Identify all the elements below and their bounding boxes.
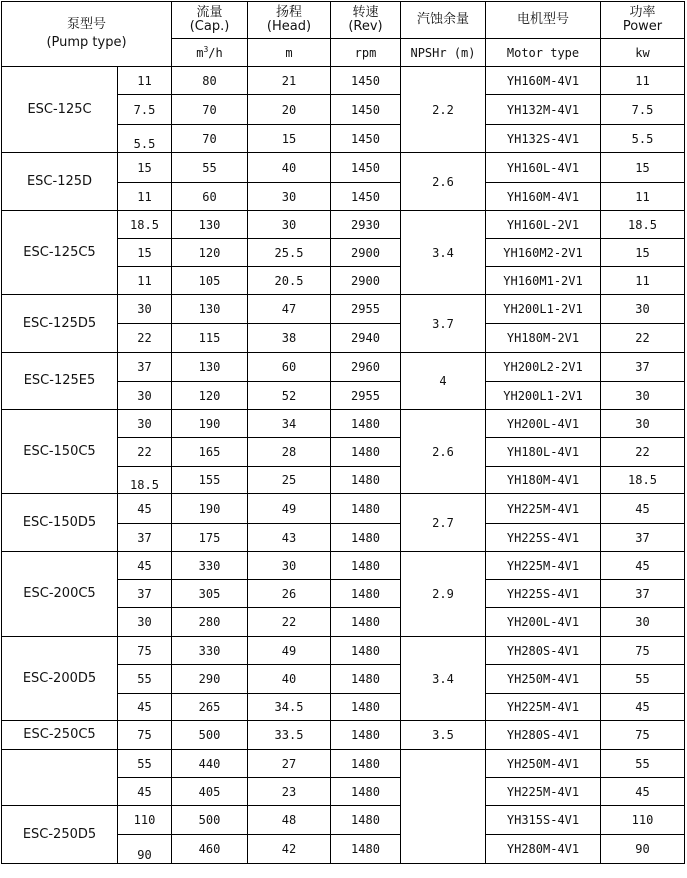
power-cell: 11 [601, 267, 685, 295]
table-row [2, 806, 685, 835]
motor-type-cell: YH280S-4V1 [486, 721, 601, 750]
power-cell: 37 [601, 580, 685, 608]
power-option-cell: 75 [118, 721, 172, 750]
capacity-cell: 80 [172, 67, 248, 95]
pump-model-cell: ESC-150D5 [2, 494, 118, 552]
head-cell: 20 [248, 95, 331, 125]
head-cell: 33.5 [248, 721, 331, 750]
capacity-cell: 280 [172, 608, 248, 637]
capacity-cell: 130 [172, 353, 248, 382]
pump-spec-table [1, 1, 685, 864]
power-cell: 37 [601, 524, 685, 552]
table-row [2, 211, 685, 239]
power-option-cell: 37 [118, 524, 172, 552]
pump-model-cell: ESC-200D5 [2, 637, 118, 721]
power-option-cell: 37 [118, 353, 172, 382]
capacity-cell: 460 [172, 835, 248, 864]
motor-type-cell: YH200L1-2V1 [486, 295, 601, 324]
power-option-cell: 55 [118, 665, 172, 694]
power-option-cell: 18.5 [118, 467, 172, 494]
head-cell: 30 [248, 552, 331, 580]
power-option-cell: 110 [118, 806, 172, 835]
motor-type-cell: YH315S-4V1 [486, 806, 601, 835]
npsh-cell: 3.4 [401, 637, 486, 721]
capacity-cell: 105 [172, 267, 248, 295]
head-cell: 30 [248, 183, 331, 211]
motor-type-cell: YH200L-4V1 [486, 410, 601, 438]
rev-cell: 2960 [331, 353, 401, 382]
rev-cell: 1480 [331, 438, 401, 467]
head-cell: 27 [248, 750, 331, 778]
motor-type-cell: YH160M1-2V1 [486, 267, 601, 295]
unit-npsh: NPSHr (m) [401, 39, 486, 67]
motor-type-cell: YH200L1-2V1 [486, 382, 601, 410]
unit-cap-sup: 3 [203, 44, 209, 54]
motor-type-cell: YH180M-2V1 [486, 324, 601, 353]
pump-model-cell: ESC-200C5 [2, 552, 118, 637]
header-power-cn: 功率 [629, 5, 656, 20]
header-cap-cn: 流量 [196, 5, 223, 20]
header-npsh [401, 2, 486, 39]
head-cell: 34 [248, 410, 331, 438]
capacity-cell: 165 [172, 438, 248, 467]
head-cell: 38 [248, 324, 331, 353]
pump-model-cell: ESC-125E5 [2, 353, 118, 410]
capacity-cell: 440 [172, 750, 248, 778]
table-row [2, 750, 685, 778]
head-cell: 26 [248, 580, 331, 608]
unit-cap [172, 39, 248, 67]
head-cell: 15 [248, 125, 331, 153]
npsh-cell [401, 750, 486, 864]
motor-type-cell: YH225M-4V1 [486, 694, 601, 721]
table-row [2, 721, 685, 750]
capacity-cell: 120 [172, 382, 248, 410]
head-cell: 34.5 [248, 694, 331, 721]
rev-cell: 1450 [331, 67, 401, 95]
motor-type-cell: YH225M-4V1 [486, 552, 601, 580]
capacity-cell: 330 [172, 552, 248, 580]
head-cell: 49 [248, 494, 331, 524]
npsh-cell: 3.5 [401, 721, 486, 750]
motor-type-cell: YH180L-4V1 [486, 438, 601, 467]
table-row [2, 353, 685, 382]
header-row [2, 2, 685, 39]
power-cell: 110 [601, 806, 685, 835]
motor-type-cell: YH250M-4V1 [486, 750, 601, 778]
capacity-cell: 70 [172, 125, 248, 153]
header-motor-cn: 电机型号 [516, 12, 569, 27]
power-option-cell: 11 [118, 183, 172, 211]
head-cell: 30 [248, 211, 331, 239]
power-cell: 18.5 [601, 211, 685, 239]
motor-type-cell: YH160M-4V1 [486, 67, 601, 95]
head-cell: 25.5 [248, 239, 331, 267]
header-power-en: Power [622, 19, 663, 34]
npsh-cell: 3.4 [401, 211, 486, 295]
motor-type-cell: YH225M-4V1 [486, 778, 601, 806]
header-rev-cn: 转速 [352, 5, 379, 20]
power-option-cell: 22 [118, 438, 172, 467]
capacity-cell: 70 [172, 95, 248, 125]
power-option-cell: 22 [118, 324, 172, 353]
motor-type-cell: YH160M-4V1 [486, 183, 601, 211]
power-option-cell: 37 [118, 580, 172, 608]
header-cap [172, 2, 248, 39]
table-row [2, 153, 685, 183]
capacity-cell: 60 [172, 183, 248, 211]
npsh-cell: 4 [401, 353, 486, 410]
rev-cell: 1480 [331, 524, 401, 552]
npsh-cell: 2.9 [401, 552, 486, 637]
motor-type-cell: YH250M-4V1 [486, 665, 601, 694]
rev-cell: 1480 [331, 580, 401, 608]
power-option-cell: 11 [118, 67, 172, 95]
power-option-cell: 30 [118, 382, 172, 410]
unit-head: m [248, 39, 331, 67]
table-row [2, 552, 685, 580]
header-pump-type [2, 2, 172, 67]
head-cell: 20.5 [248, 267, 331, 295]
npsh-cell: 2.6 [401, 153, 486, 211]
capacity-cell: 155 [172, 467, 248, 494]
power-option-cell: 30 [118, 608, 172, 637]
capacity-cell: 405 [172, 778, 248, 806]
power-cell: 22 [601, 438, 685, 467]
head-cell: 49 [248, 637, 331, 665]
head-cell: 25 [248, 467, 331, 494]
header-head-cn: 扬程 [275, 5, 302, 20]
motor-type-cell: YH280M-4V1 [486, 835, 601, 864]
rev-cell: 2900 [331, 267, 401, 295]
capacity-cell: 190 [172, 494, 248, 524]
power-cell: 55 [601, 750, 685, 778]
header-rev-en: (Rev) [348, 19, 383, 34]
header-cap-en: (Cap.) [189, 19, 230, 34]
table-row [2, 494, 685, 524]
rev-cell: 1450 [331, 153, 401, 183]
rev-cell: 2955 [331, 295, 401, 324]
pump-model-cell: ESC-250D5 [2, 806, 118, 864]
motor-type-cell: YH225S-4V1 [486, 580, 601, 608]
unit-power: kw [601, 39, 685, 67]
power-cell: 15 [601, 239, 685, 267]
head-cell: 21 [248, 67, 331, 95]
rev-cell: 1480 [331, 665, 401, 694]
head-cell: 40 [248, 665, 331, 694]
head-cell: 52 [248, 382, 331, 410]
header-power [601, 2, 685, 39]
power-cell: 15 [601, 153, 685, 183]
pump-model-cell: ESC-125C [2, 67, 118, 153]
power-option-cell: 15 [118, 239, 172, 267]
header-pump-type-en: (Pump type) [46, 35, 127, 50]
motor-type-cell: YH160L-2V1 [486, 211, 601, 239]
power-option-cell: 90 [118, 835, 172, 864]
head-cell: 23 [248, 778, 331, 806]
capacity-cell: 130 [172, 211, 248, 239]
power-option-cell: 11 [118, 267, 172, 295]
pump-model-cell: ESC-125C5 [2, 211, 118, 295]
capacity-cell: 500 [172, 721, 248, 750]
power-option-cell: 15 [118, 153, 172, 183]
rev-cell: 1480 [331, 552, 401, 580]
header-npsh-cn: 汽蚀余量 [416, 12, 469, 27]
capacity-cell: 130 [172, 295, 248, 324]
pump-model-cell [2, 750, 118, 806]
rev-cell: 1480 [331, 608, 401, 637]
head-cell: 42 [248, 835, 331, 864]
power-option-cell: 7.5 [118, 95, 172, 125]
rev-cell: 2930 [331, 211, 401, 239]
power-option-cell: 5.5 [118, 125, 172, 153]
power-cell: 45 [601, 552, 685, 580]
motor-type-cell: YH225S-4V1 [486, 524, 601, 552]
power-cell: 75 [601, 637, 685, 665]
rev-cell: 1480 [331, 694, 401, 721]
capacity-cell: 265 [172, 694, 248, 721]
npsh-cell: 2.2 [401, 67, 486, 153]
power-option-cell: 75 [118, 637, 172, 665]
power-cell: 22 [601, 324, 685, 353]
power-cell: 30 [601, 608, 685, 637]
capacity-cell: 190 [172, 410, 248, 438]
head-cell: 40 [248, 153, 331, 183]
head-cell: 22 [248, 608, 331, 637]
power-option-cell: 45 [118, 494, 172, 524]
rev-cell: 1480 [331, 750, 401, 778]
power-option-cell: 45 [118, 552, 172, 580]
capacity-cell: 120 [172, 239, 248, 267]
capacity-cell: 305 [172, 580, 248, 608]
motor-type-cell: YH132S-4V1 [486, 125, 601, 153]
power-cell: 18.5 [601, 467, 685, 494]
power-cell: 37 [601, 353, 685, 382]
capacity-cell: 115 [172, 324, 248, 353]
motor-type-cell: YH225M-4V1 [486, 494, 601, 524]
power-cell: 45 [601, 778, 685, 806]
head-cell: 43 [248, 524, 331, 552]
header-head-en: (Head) [266, 19, 312, 34]
rev-cell: 1450 [331, 125, 401, 153]
motor-type-cell: YH132M-4V1 [486, 95, 601, 125]
power-cell: 11 [601, 183, 685, 211]
power-cell: 30 [601, 410, 685, 438]
head-cell: 28 [248, 438, 331, 467]
motor-type-cell: YH180M-4V1 [486, 467, 601, 494]
capacity-cell: 290 [172, 665, 248, 694]
power-option-cell: 30 [118, 410, 172, 438]
power-option-cell: 30 [118, 295, 172, 324]
motor-type-cell: YH200L-4V1 [486, 608, 601, 637]
power-cell: 11 [601, 67, 685, 95]
header-motor [486, 2, 601, 39]
table-row [2, 67, 685, 95]
npsh-cell: 2.7 [401, 494, 486, 552]
capacity-cell: 330 [172, 637, 248, 665]
capacity-cell: 500 [172, 806, 248, 835]
head-cell: 48 [248, 806, 331, 835]
npsh-cell: 2.6 [401, 410, 486, 494]
motor-type-cell: YH200L2-2V1 [486, 353, 601, 382]
power-cell: 7.5 [601, 95, 685, 125]
power-cell: 55 [601, 665, 685, 694]
header-pump-type-cn: 泵型号 [66, 17, 106, 32]
power-cell: 75 [601, 721, 685, 750]
rev-cell: 1480 [331, 467, 401, 494]
rev-cell: 1480 [331, 494, 401, 524]
rev-cell: 1480 [331, 410, 401, 438]
power-cell: 90 [601, 835, 685, 864]
header-head [248, 2, 331, 39]
motor-type-cell: YH160L-4V1 [486, 153, 601, 183]
rev-cell: 1450 [331, 95, 401, 125]
pump-model-cell: ESC-125D [2, 153, 118, 211]
power-cell: 30 [601, 295, 685, 324]
unit-rev: rpm [331, 39, 401, 67]
motor-type-cell: YH160M2-2V1 [486, 239, 601, 267]
rev-cell: 2955 [331, 382, 401, 410]
unit-cap-rest: /h [208, 45, 223, 60]
power-cell: 45 [601, 694, 685, 721]
header-rev [331, 2, 401, 39]
rev-cell: 1480 [331, 778, 401, 806]
power-option-cell: 18.5 [118, 211, 172, 239]
rev-cell: 2900 [331, 239, 401, 267]
capacity-cell: 55 [172, 153, 248, 183]
npsh-cell: 3.7 [401, 295, 486, 353]
power-cell: 45 [601, 494, 685, 524]
power-option-cell: 55 [118, 750, 172, 778]
table-row [2, 295, 685, 324]
motor-type-cell: YH280S-4V1 [486, 637, 601, 665]
rev-cell: 2940 [331, 324, 401, 353]
capacity-cell: 175 [172, 524, 248, 552]
pump-model-cell: ESC-250C5 [2, 721, 118, 750]
rev-cell: 1480 [331, 721, 401, 750]
rev-cell: 1480 [331, 637, 401, 665]
power-option-cell: 45 [118, 778, 172, 806]
head-cell: 47 [248, 295, 331, 324]
rev-cell: 1450 [331, 183, 401, 211]
table-row [2, 410, 685, 438]
pump-model-cell: ESC-125D5 [2, 295, 118, 353]
power-cell: 30 [601, 382, 685, 410]
unit-motor: Motor type [486, 39, 601, 67]
rev-cell: 1480 [331, 806, 401, 835]
power-option-cell: 45 [118, 694, 172, 721]
table-row [2, 637, 685, 665]
pump-model-cell: ESC-150C5 [2, 410, 118, 494]
rev-cell: 1480 [331, 835, 401, 864]
unit-cap-base: m [196, 45, 204, 60]
power-cell: 5.5 [601, 125, 685, 153]
head-cell: 60 [248, 353, 331, 382]
